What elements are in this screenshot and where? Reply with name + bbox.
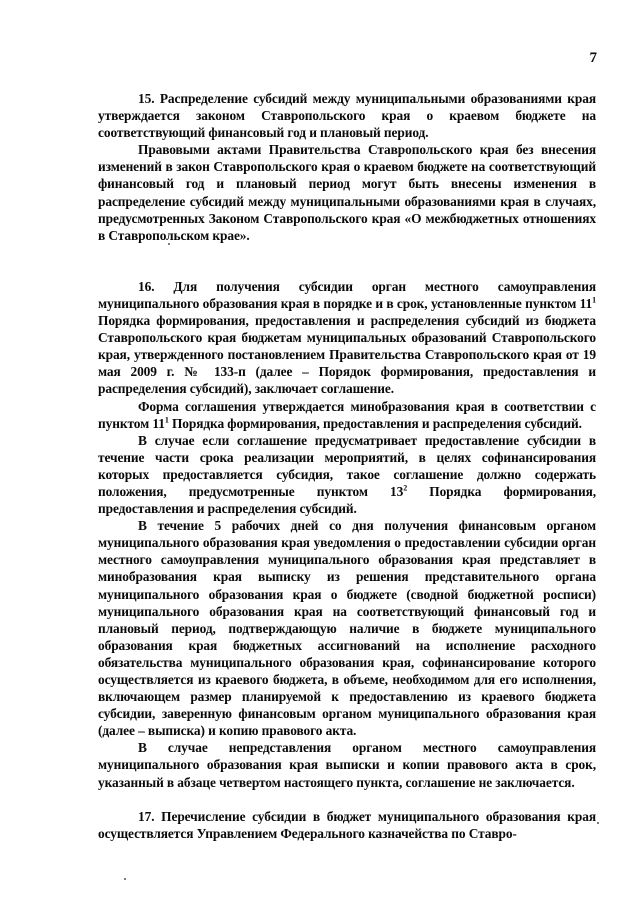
paragraph-15-amendments: Правовыми актами Правительства Ставропольского края без внесения изменений в закон Ставропольского края о краевом бюджете на соответствующий финансовый год и плановый период могут быть внесены изменения в распределение субсидий между муниципальными образованиями края в случаях, предусмотренных Законом Ставропольского края «О межбюджетных отношениях в Ставропольском крае». <box>98 142 596 243</box>
section-gap <box>98 244 596 261</box>
section-gap <box>98 791 596 808</box>
superscript: 1 <box>592 295 596 305</box>
paragraph-16-agreement-form: Форма соглашения утверждается минобразования края в соответствии с пунктом $11^1$ Порядка формирования, предоставления и распределения субсидий. <box>98 398 596 431</box>
paragraph-17-main: 17. Перечисление субсидии в бюджет муниципального образования края осуществляется Управлением Федерального казначейства по Ставро- <box>98 808 596 841</box>
paragraph-16-extract: В течение 5 рабочих дней со дня получения финансовым органом муниципального образования края уведомления о предоставлении субсидии орган местного самоуправления муниципального образования края представляет в минобразования края выписку из решения представительного органа муниципального образования края о бюджете (сводной бюджетной росписи) муниципального образования края на соответствующий финансовый год и плановый период, подтверждающую наличие в бюджете муниципального образования края бюджетных ассигнований на исполнение расходного обязательства муниципального образования края, софинансирование которого осуществляется из краевого бюджета, в объеме, необходимом для его исполнения, включающем размер планируемой к предоставлению из краевого бюджета субсидии, заверенную финансовым органом муниципального образования края (далее – выписка) и копию правового акта. <box>98 518 596 739</box>
scan-speck <box>124 878 126 880</box>
paragraph-16-main: 16. Для получения субсидии орган местного самоуправления муниципального образования края в порядке и в срок, установленные пунктом $11^1$ Порядка формирования, предоставления и распределения субсидий из бюджета Ставропольского края бюджетам муниципальных образований Ставропольского края, утвержденного постановлением Правительства Ставропольского края от 19 мая 2009 г. № 133-п (далее – Порядок формирования, предоставления и распределения субсидий), заключает соглашение. <box>98 278 596 397</box>
superscript: 2 <box>403 483 408 493</box>
scan-speck <box>597 822 599 824</box>
scan-speck <box>168 243 170 245</box>
superscript: 1 <box>164 415 169 425</box>
paragraph-16-partial-term: В случае если соглашение предусматривает предоставление субсидии в течение части срока реализации мероприятий, в целях софинансирования которых предоставляется субсидия, такое соглашение должно содержать положения, предусмотренные пунктом $13^2$ Порядка формирования, предоставления и распределения субсидий. <box>98 432 596 517</box>
paragraph-16-nonsubmission: В случае непредставления органом местного самоуправления муниципального образования края выписки и копии правового акта в срок, указанный в абзаце четвертом настоящего пункта, соглашение не заключается. <box>98 740 596 790</box>
document-body <box>98 90 596 842</box>
section-gap <box>98 261 596 278</box>
page-number: 7 <box>589 50 597 66</box>
paragraph-15-main: 15. Распределение субсидий между муниципальными образованиями края утверждается законом Ставропольского края о краевом бюджете на соответствующий финансовый год и плановый период. <box>98 91 596 141</box>
